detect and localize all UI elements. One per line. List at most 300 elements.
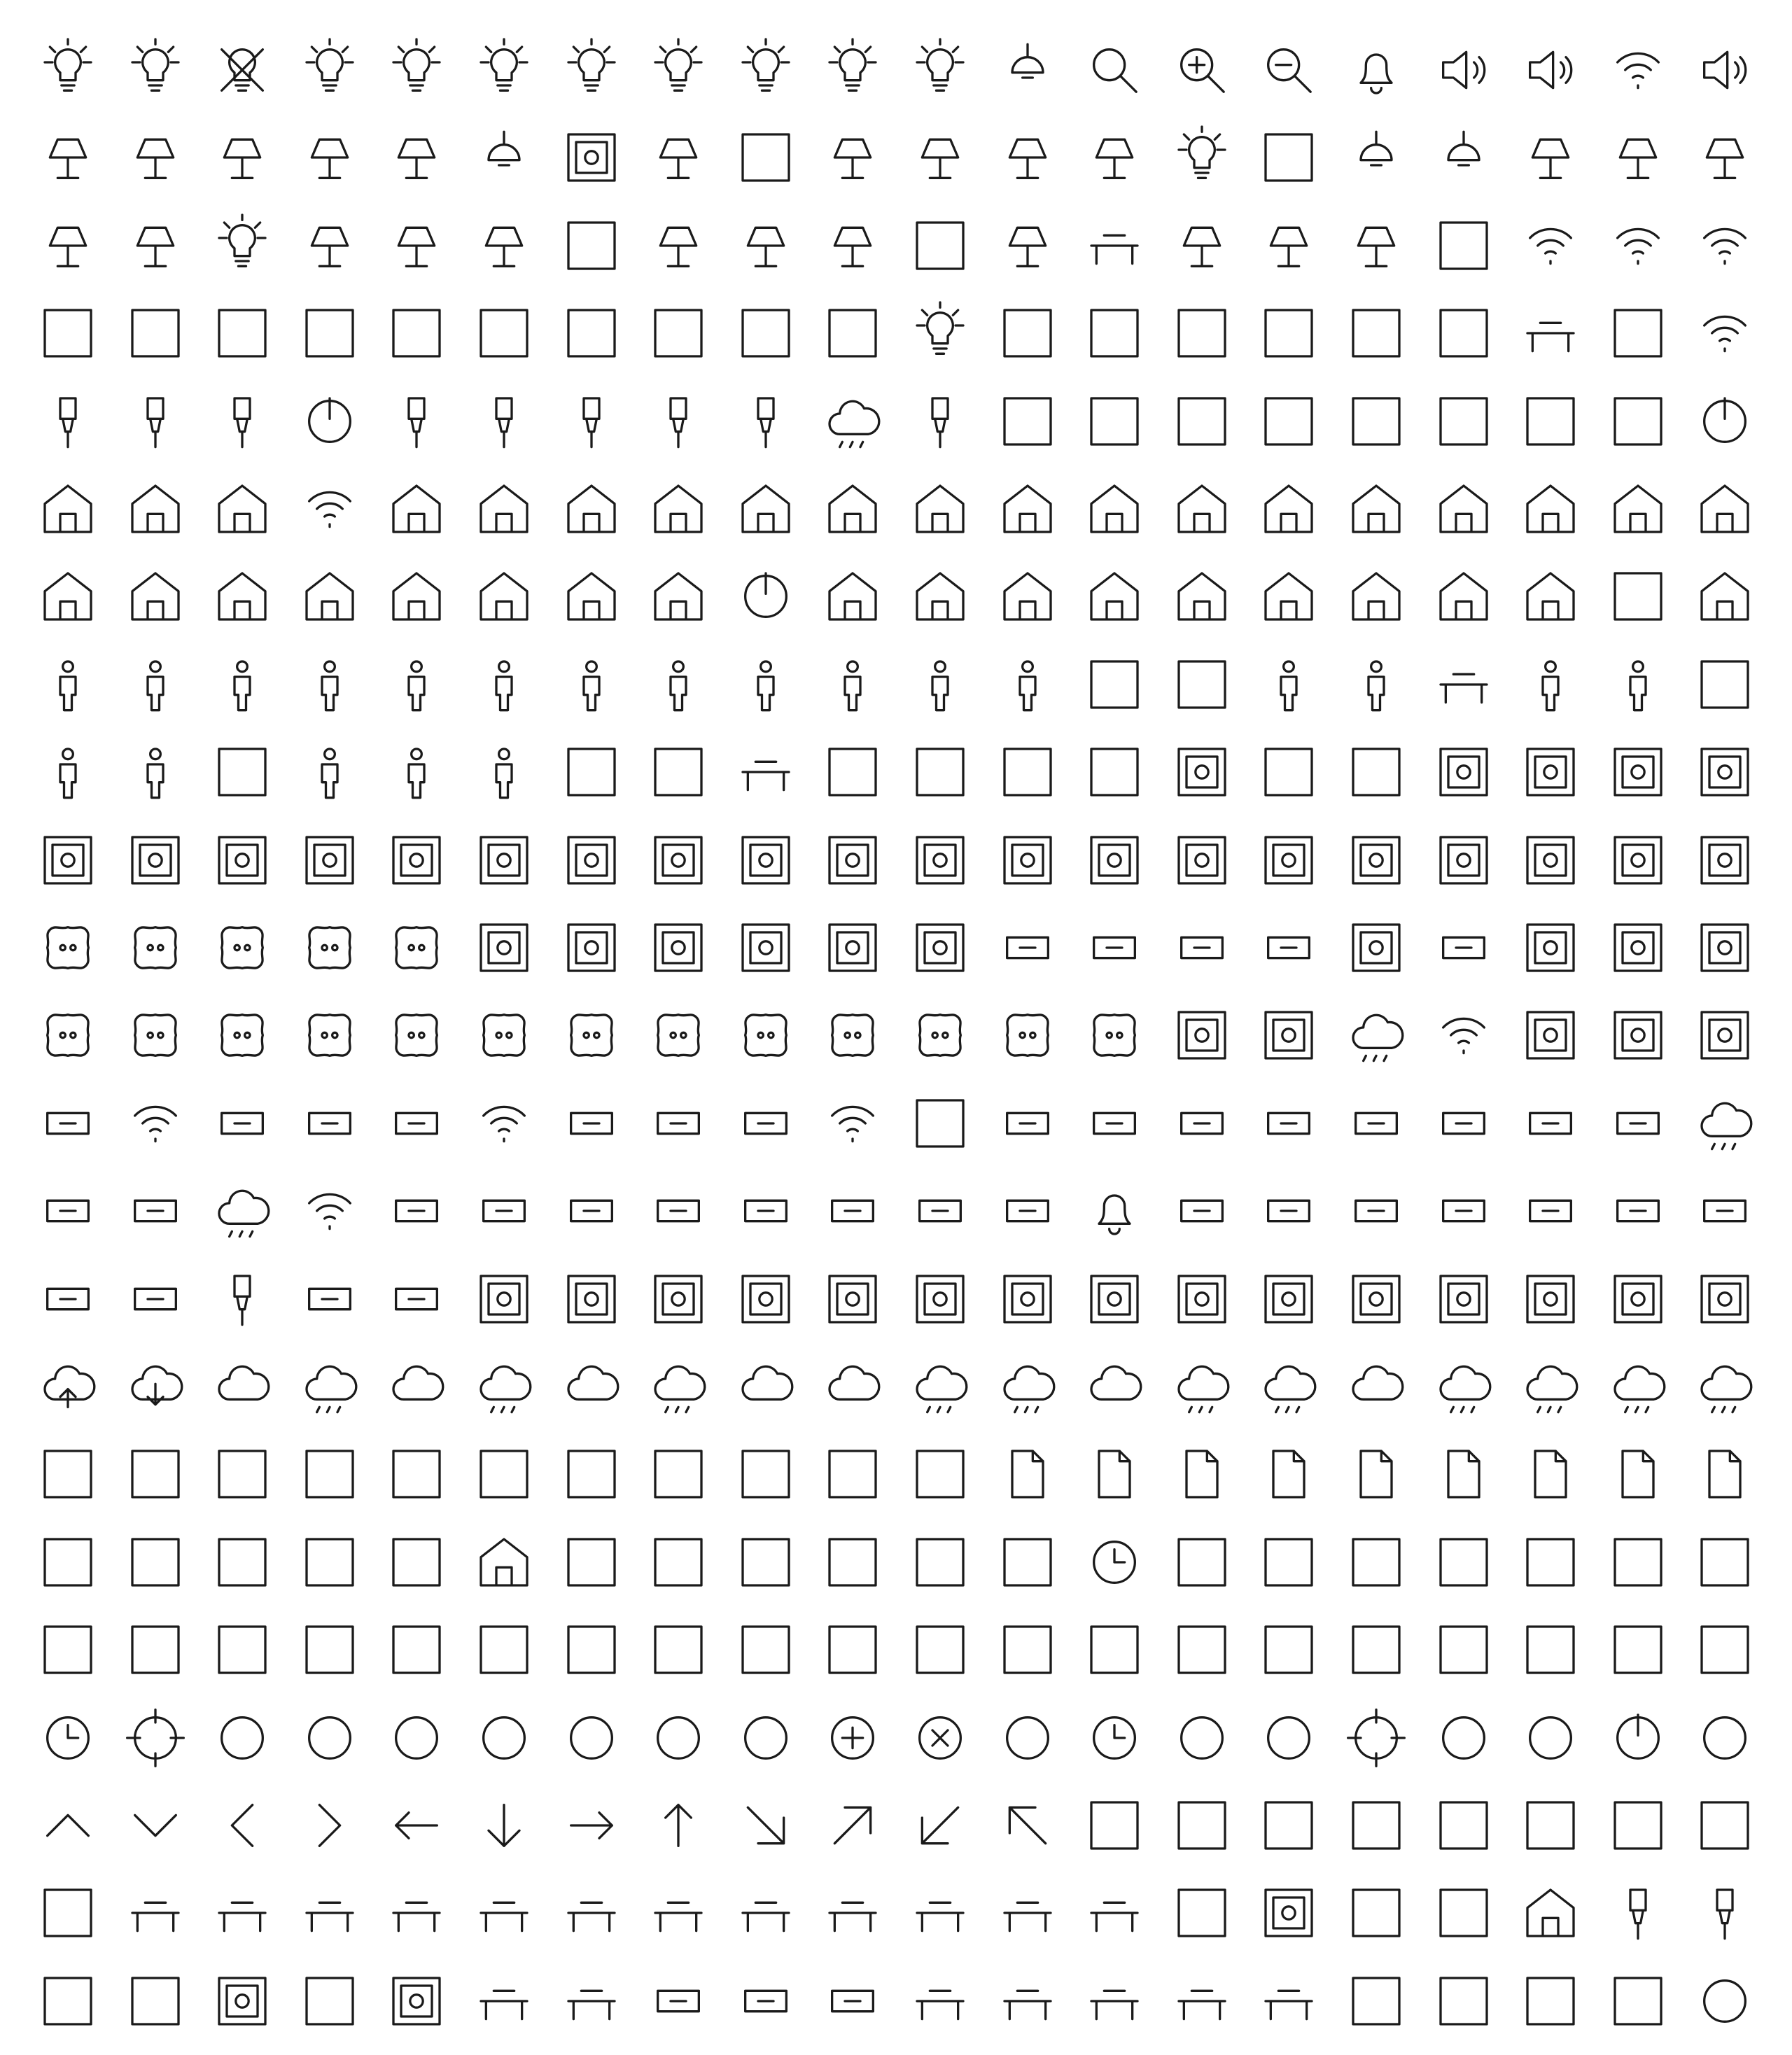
bulb-glow-icon <box>819 36 886 104</box>
circle-a-icon <box>209 1704 276 1772</box>
snow-cloud-icon <box>1081 1353 1148 1420</box>
line-key-icon <box>1168 1090 1236 1157</box>
doc-view-icon <box>1168 1440 1236 1508</box>
stand-mount-icon <box>470 1879 538 1947</box>
document-icon <box>1081 1440 1148 1508</box>
table-seats-icon <box>994 1968 1061 2035</box>
linear-ceiling-icon <box>558 212 625 279</box>
bulb-off-icon <box>209 36 276 104</box>
volume-high-icon <box>1517 36 1584 104</box>
user-icon <box>34 738 102 806</box>
line-chart-icon <box>1430 1792 1497 1859</box>
desk-mount-icon <box>819 1879 886 1947</box>
house-parking-icon <box>906 475 974 542</box>
tv-chair-icon <box>1168 651 1236 718</box>
cooking-icon <box>732 651 799 718</box>
sun-rocker-icon <box>209 1177 276 1244</box>
vacuum-icon <box>732 1616 799 1683</box>
exit-person-icon <box>819 651 886 718</box>
house-storage-icon <box>470 563 538 630</box>
arch-plug-icon <box>209 1265 276 1333</box>
house-power-icon <box>732 563 799 630</box>
rocker-bar-icon <box>1168 914 1236 981</box>
round-pole-icon <box>1255 124 1322 191</box>
house-elevator-icon <box>122 563 189 630</box>
triple-pendant-icon <box>470 124 538 191</box>
rca-cables-icon <box>383 388 450 455</box>
megaphone-icon <box>34 1616 102 1683</box>
house-city-icon <box>1604 475 1672 542</box>
layers-drops-icon <box>1517 1792 1584 1859</box>
bell-key-icon <box>1081 1177 1148 1244</box>
house-desk-icon <box>1691 475 1758 542</box>
hanging-lamp-icon <box>34 212 102 279</box>
battery-keypad-icon <box>296 1090 363 1157</box>
antenna-rocker-icon <box>383 1177 450 1244</box>
wall-strip-icon <box>906 212 974 279</box>
desk-monitor-icon <box>732 738 799 806</box>
signal-both-icon <box>1604 212 1672 279</box>
wall-globe-icon <box>994 124 1061 191</box>
panel-dot-icon <box>470 827 538 894</box>
rect-rocker-icon <box>732 1177 799 1244</box>
bulb-bright-icon <box>383 36 450 104</box>
coffee-cup-icon <box>1604 1529 1672 1596</box>
city-icon <box>1343 563 1410 630</box>
snow-rain-icon <box>1604 1353 1672 1420</box>
frame-bar-small-icon <box>994 1265 1061 1333</box>
package-icon <box>819 1440 886 1508</box>
house-buildings-icon <box>906 563 974 630</box>
sun-key-icon <box>1691 1090 1758 1157</box>
house-person-icon <box>34 475 102 542</box>
stair-light-icon <box>994 212 1061 279</box>
ethernet-plug-icon <box>34 388 102 455</box>
user-circle-icon <box>645 1704 712 1772</box>
cocktail-icon <box>1343 1529 1410 1596</box>
cloud-switch-icon <box>1081 1002 1148 1069</box>
pole-mount-icon <box>732 1879 799 1947</box>
wall-mount-icon <box>122 1879 189 1947</box>
link-arrows-icon <box>906 1090 974 1157</box>
half-dome-wall-icon <box>1430 124 1497 191</box>
drill-icon <box>34 1968 102 2035</box>
shade-box-icon <box>645 300 712 367</box>
blinds-full-icon <box>558 300 625 367</box>
house-a-icon <box>383 475 450 542</box>
leaf-icon <box>645 1529 712 1596</box>
d-rocker-icon <box>296 1265 363 1333</box>
cloche-icon <box>645 1616 712 1683</box>
pendant-cord-icon <box>994 36 1061 104</box>
messages-icon <box>296 1440 363 1508</box>
dotted-key-icon <box>1343 1090 1410 1157</box>
panel-d-pair-icon <box>1081 827 1148 894</box>
coffee-machine-icon <box>1343 388 1410 455</box>
frame-ethernet-icon <box>1081 1265 1148 1333</box>
cooker-icon <box>1430 388 1497 455</box>
house-blocks-icon <box>296 563 363 630</box>
screwdriver-icon <box>1691 1529 1758 1596</box>
cloud-round-icon <box>906 1002 974 1069</box>
arrows-rocker-icon <box>34 1177 102 1244</box>
awning-icon <box>34 300 102 367</box>
frame-socket-icon <box>558 1265 625 1333</box>
long-table-icon <box>906 1968 974 2035</box>
zoom-in-icon <box>1168 36 1236 104</box>
monitor-icon <box>1255 300 1322 367</box>
tv-4k-icon <box>1343 300 1410 367</box>
bell-icon <box>1343 36 1410 104</box>
vertical-blinds-icon <box>1081 300 1148 367</box>
gauge-panel-icon <box>383 1968 450 2035</box>
house-tools-icon <box>645 475 712 542</box>
cleaner-icon <box>470 651 538 718</box>
cloud-two-pin-icon <box>994 1002 1061 1069</box>
water-drop-icon <box>1517 1616 1584 1683</box>
bed-wake-icon <box>645 738 712 806</box>
luggage-icon <box>209 1616 276 1683</box>
tablet-icon <box>1517 300 1584 367</box>
toggle-on-icon <box>819 1968 886 2035</box>
pole-light-icon <box>819 124 886 191</box>
link-keypad-icon <box>209 1090 276 1157</box>
corner-light-icon <box>819 212 886 279</box>
laptop-icon <box>1168 300 1236 367</box>
heavy-rain-icon <box>1168 1353 1236 1420</box>
crawling-icon <box>470 738 538 806</box>
signal-right-icon <box>1517 212 1584 279</box>
panel-blank-icon <box>34 827 102 894</box>
conference-icon <box>1691 651 1758 718</box>
panel-socket-icon <box>1343 827 1410 894</box>
socket-grounded-icon <box>906 914 974 981</box>
trash-icon <box>122 1529 189 1596</box>
street-lamp-icon <box>1517 124 1584 191</box>
dimmer-icon <box>1168 1879 1236 1947</box>
hot-tub-icon <box>1081 651 1148 718</box>
edit-doc-icon <box>994 1440 1061 1508</box>
birthday-cake-icon <box>1430 1529 1497 1596</box>
left-rocker-icon <box>645 1177 712 1244</box>
dots-grid-icon <box>1517 1968 1584 2035</box>
printer-icon <box>1255 388 1322 455</box>
frame-four-icon <box>1604 1265 1672 1333</box>
crosshair-icon <box>122 1704 189 1772</box>
rocker-double-icon <box>994 914 1061 981</box>
cube-icon <box>906 1440 974 1508</box>
socket-small-icon <box>1691 827 1758 894</box>
pendant-lamp-icon <box>209 124 276 191</box>
dining-people-icon <box>1343 651 1410 718</box>
arrow-up-icon <box>645 1792 712 1859</box>
panel-add-icon <box>470 914 538 981</box>
cloud-icon <box>209 1353 276 1420</box>
laptop-person-icon <box>1517 651 1584 718</box>
sunrise-lamp-icon <box>732 212 799 279</box>
rain-clouds-icon <box>1343 1353 1410 1420</box>
frame-bar-icon <box>470 1265 538 1333</box>
signal-panel-icon <box>1430 1002 1497 1069</box>
signal-waves-icon <box>1691 212 1758 279</box>
curtains-icon <box>209 300 276 367</box>
house-kitchen-icon <box>209 563 276 630</box>
target-icon <box>1343 1704 1410 1772</box>
cloud-download-icon <box>122 1353 189 1420</box>
ceiling-box-icon <box>732 124 799 191</box>
cloud-bar-icon <box>383 1002 450 1069</box>
clouds-icon <box>383 1353 450 1420</box>
toggle-off-icon <box>645 1968 712 2035</box>
hand-gesture-icon <box>994 738 1061 806</box>
hail-icon <box>994 1353 1061 1420</box>
house-exit-icon <box>383 563 450 630</box>
chevron-up-icon <box>34 1792 102 1859</box>
brush-icon <box>819 1529 886 1596</box>
armchair-icon <box>296 1616 363 1683</box>
ventilator-icon <box>470 1616 538 1683</box>
arch-rocker-icon <box>470 1177 538 1244</box>
skyline-icon <box>1517 563 1584 630</box>
cloud-dots-icon <box>645 1002 712 1069</box>
piggy-bank-icon <box>470 1529 538 1596</box>
blinds-icon <box>383 300 450 367</box>
no-food-icon <box>1081 1616 1148 1683</box>
cloud-d-pair-icon <box>558 1002 625 1069</box>
help-icon <box>470 1704 538 1772</box>
cloud-schuko-icon <box>819 1002 886 1069</box>
house-wifi-icon <box>296 475 363 542</box>
frame-dial-icon <box>1343 1265 1410 1333</box>
socket-mount-icon <box>1081 1879 1148 1947</box>
doc-remove-icon <box>1255 1440 1322 1508</box>
oval-rocker-icon <box>819 1177 886 1244</box>
fan-icon <box>383 1616 450 1683</box>
chevron-key-icon <box>1430 1090 1497 1157</box>
sensor-panel-icon <box>1517 1002 1584 1069</box>
garage-closed-icon <box>645 563 712 630</box>
lectern-icon <box>209 738 276 806</box>
stairs-up-icon <box>1255 1792 1322 1859</box>
dots-panel-icon <box>1691 738 1758 806</box>
no-smoking-icon <box>1343 1616 1410 1683</box>
drop-off-icon <box>1430 1616 1497 1683</box>
thunderstorm-icon <box>470 1353 538 1420</box>
phone-handset-icon <box>994 388 1061 455</box>
circle-m-icon <box>296 1704 363 1772</box>
airplane-icon <box>122 1616 189 1683</box>
banquet-icon <box>1081 1968 1148 2035</box>
timer-switch-icon <box>1343 738 1410 806</box>
sync-icon <box>1517 1704 1584 1772</box>
close-circle-icon <box>906 1704 974 1772</box>
d-key-icon <box>1168 1177 1236 1244</box>
drawer-icon <box>122 1440 189 1508</box>
plus-circle-icon <box>819 1704 886 1772</box>
trs-jack-icon <box>732 388 799 455</box>
city-trees-icon <box>1430 563 1497 630</box>
storm-cloud-icon <box>558 1353 625 1420</box>
projector-icon <box>1604 388 1672 455</box>
padlock-icon <box>34 1440 102 1508</box>
panel-cloud-down-icon <box>122 914 189 981</box>
wrench-timer-icon <box>296 1968 363 2035</box>
dancing-icon <box>645 651 712 718</box>
power-icon <box>1604 1704 1672 1772</box>
arrow-left-icon <box>383 1792 450 1859</box>
sleet-icon <box>1691 1353 1758 1420</box>
refresh-panel-icon <box>1604 738 1672 806</box>
house-lock-icon <box>470 475 538 542</box>
lightning-plug-icon <box>819 388 886 455</box>
socket-three-pin-icon <box>732 914 799 981</box>
arrow-up-left-icon <box>994 1792 1061 1859</box>
hand-panel-icon <box>1168 738 1236 806</box>
cable-plug-icon <box>1604 1879 1672 1947</box>
house-family-icon <box>34 563 102 630</box>
arrow-up-right-icon <box>819 1792 886 1859</box>
timer-panel-icon <box>209 1968 276 2035</box>
bulbs-group-icon <box>906 36 974 104</box>
bulb-dim-icon <box>558 36 625 104</box>
calendar-icon <box>906 1529 974 1596</box>
video-player-icon <box>645 1440 712 1508</box>
ceiling-lamp-icon <box>122 124 189 191</box>
music-party-icon <box>1691 1616 1758 1683</box>
stairs-up-down-icon <box>1168 1792 1236 1859</box>
frame-round-icon <box>819 1265 886 1333</box>
shower-icon <box>906 1616 974 1683</box>
lightning-rain-icon <box>1517 1353 1584 1420</box>
desk-work-icon <box>1430 651 1497 718</box>
micro-usb-icon <box>906 388 974 455</box>
house-sport-icon <box>1255 475 1322 542</box>
house-light-icon <box>819 563 886 630</box>
frame-dot-icon <box>1430 1265 1497 1333</box>
usb-power-icon <box>296 388 363 455</box>
arch-light-icon <box>1343 212 1410 279</box>
group-icon <box>122 738 189 806</box>
rocker-top-icon <box>1255 914 1322 981</box>
fog-icon <box>906 1353 974 1420</box>
person-sensor-icon <box>383 738 450 806</box>
ceiling-beam-icon <box>1081 212 1148 279</box>
battery-link-icon <box>34 1090 102 1157</box>
led-bulb-icon <box>209 212 276 279</box>
cloud-plug-icon <box>732 1002 799 1069</box>
socket-d-icon <box>1604 827 1672 894</box>
blinds-adjust-icon <box>732 300 799 367</box>
conveyor-arrows-icon <box>558 1968 625 2035</box>
socket-schuko-icon <box>1517 827 1584 894</box>
house-hotel-icon <box>1517 475 1584 542</box>
house-dining-icon <box>994 563 1061 630</box>
arrow-right-icon <box>558 1792 625 1859</box>
panel-bar-icon <box>383 827 450 894</box>
umbrella-icon <box>1604 1616 1672 1683</box>
signal-bar-keypad-icon <box>470 1090 538 1157</box>
three-dot-rocker-icon <box>122 1265 189 1333</box>
signal-keypad-icon <box>122 1090 189 1157</box>
blinds-half-icon <box>470 300 538 367</box>
earth-socket-icon <box>1604 1002 1672 1069</box>
gamepad-icon <box>1081 388 1148 455</box>
arrow-down-right-icon <box>732 1792 799 1859</box>
audio-jack-icon <box>558 388 625 455</box>
mute-plate-icon <box>558 1616 625 1683</box>
arch-socket-icon <box>1691 914 1758 981</box>
gear-icon <box>296 1529 363 1596</box>
cloud-earth-icon <box>470 1002 538 1069</box>
curtains-half-icon <box>296 300 363 367</box>
diamond-icon <box>732 1529 799 1596</box>
bulb-rays-icon <box>732 36 799 104</box>
battery-chevrons-icon <box>994 1090 1061 1157</box>
plug-cable-icon <box>1691 1879 1758 1947</box>
socket-earth-icon <box>819 914 886 981</box>
restaurant-icon <box>1168 1529 1236 1596</box>
signal-rocker-icon <box>296 1177 363 1244</box>
user-add-icon <box>296 738 363 806</box>
house-add-icon <box>1081 563 1148 630</box>
socket-two-pin-icon <box>645 914 712 981</box>
meeting-icon <box>1255 651 1322 718</box>
shelf-light-icon <box>1255 212 1322 279</box>
partly-sunny-icon <box>296 1353 363 1420</box>
info-icon <box>558 1704 625 1772</box>
motion-sensor-icon <box>1430 212 1497 279</box>
cloud-double-rocker-icon <box>296 1002 363 1069</box>
search-icon <box>1081 36 1148 104</box>
house-plug-icon <box>1517 1879 1584 1947</box>
copy-docs-icon <box>1517 1440 1584 1508</box>
circle-r-icon <box>383 1704 450 1772</box>
gear-panel-icon <box>1430 738 1497 806</box>
dial-socket-icon <box>1691 1002 1758 1069</box>
battery-bar-keypad-icon <box>645 1090 712 1157</box>
wine-icon <box>1255 1529 1322 1596</box>
eye-off-icon <box>994 1616 1061 1683</box>
chevron-right-icon <box>296 1792 363 1859</box>
battery-arrows-icon <box>732 1090 799 1157</box>
foot-massage-icon <box>819 1616 886 1683</box>
cloud-rocker-icon <box>209 1002 276 1069</box>
bulb-list-icon <box>906 300 974 367</box>
square-key-icon <box>1604 1177 1672 1244</box>
toggle-icon <box>732 1968 799 2035</box>
bulb-adjust-icon <box>470 36 538 104</box>
finger-touch-icon <box>1081 738 1148 806</box>
sun-rain-icon <box>645 1353 712 1420</box>
house-tv-icon <box>1430 475 1497 542</box>
three-dots-key-icon <box>1255 1177 1322 1244</box>
zoom-out-icon <box>1255 36 1322 104</box>
mail-icon <box>558 1440 625 1508</box>
house-user-icon <box>122 475 189 542</box>
panel-line-icon <box>209 827 276 894</box>
vertical-blind-icon <box>994 300 1061 367</box>
candelabra-icon <box>1604 124 1672 191</box>
layers-spray-icon <box>1691 1792 1758 1859</box>
frame-two-icon <box>1517 1265 1584 1333</box>
desk-light-icon <box>1168 212 1236 279</box>
house-music-icon <box>1081 475 1148 542</box>
doc-mail-icon <box>1430 1440 1497 1508</box>
list-lines-icon <box>819 300 886 367</box>
arrow-down-icon <box>470 1792 538 1859</box>
frame-grounded-icon <box>645 1265 712 1333</box>
socket-d-pair-icon <box>1343 914 1410 981</box>
